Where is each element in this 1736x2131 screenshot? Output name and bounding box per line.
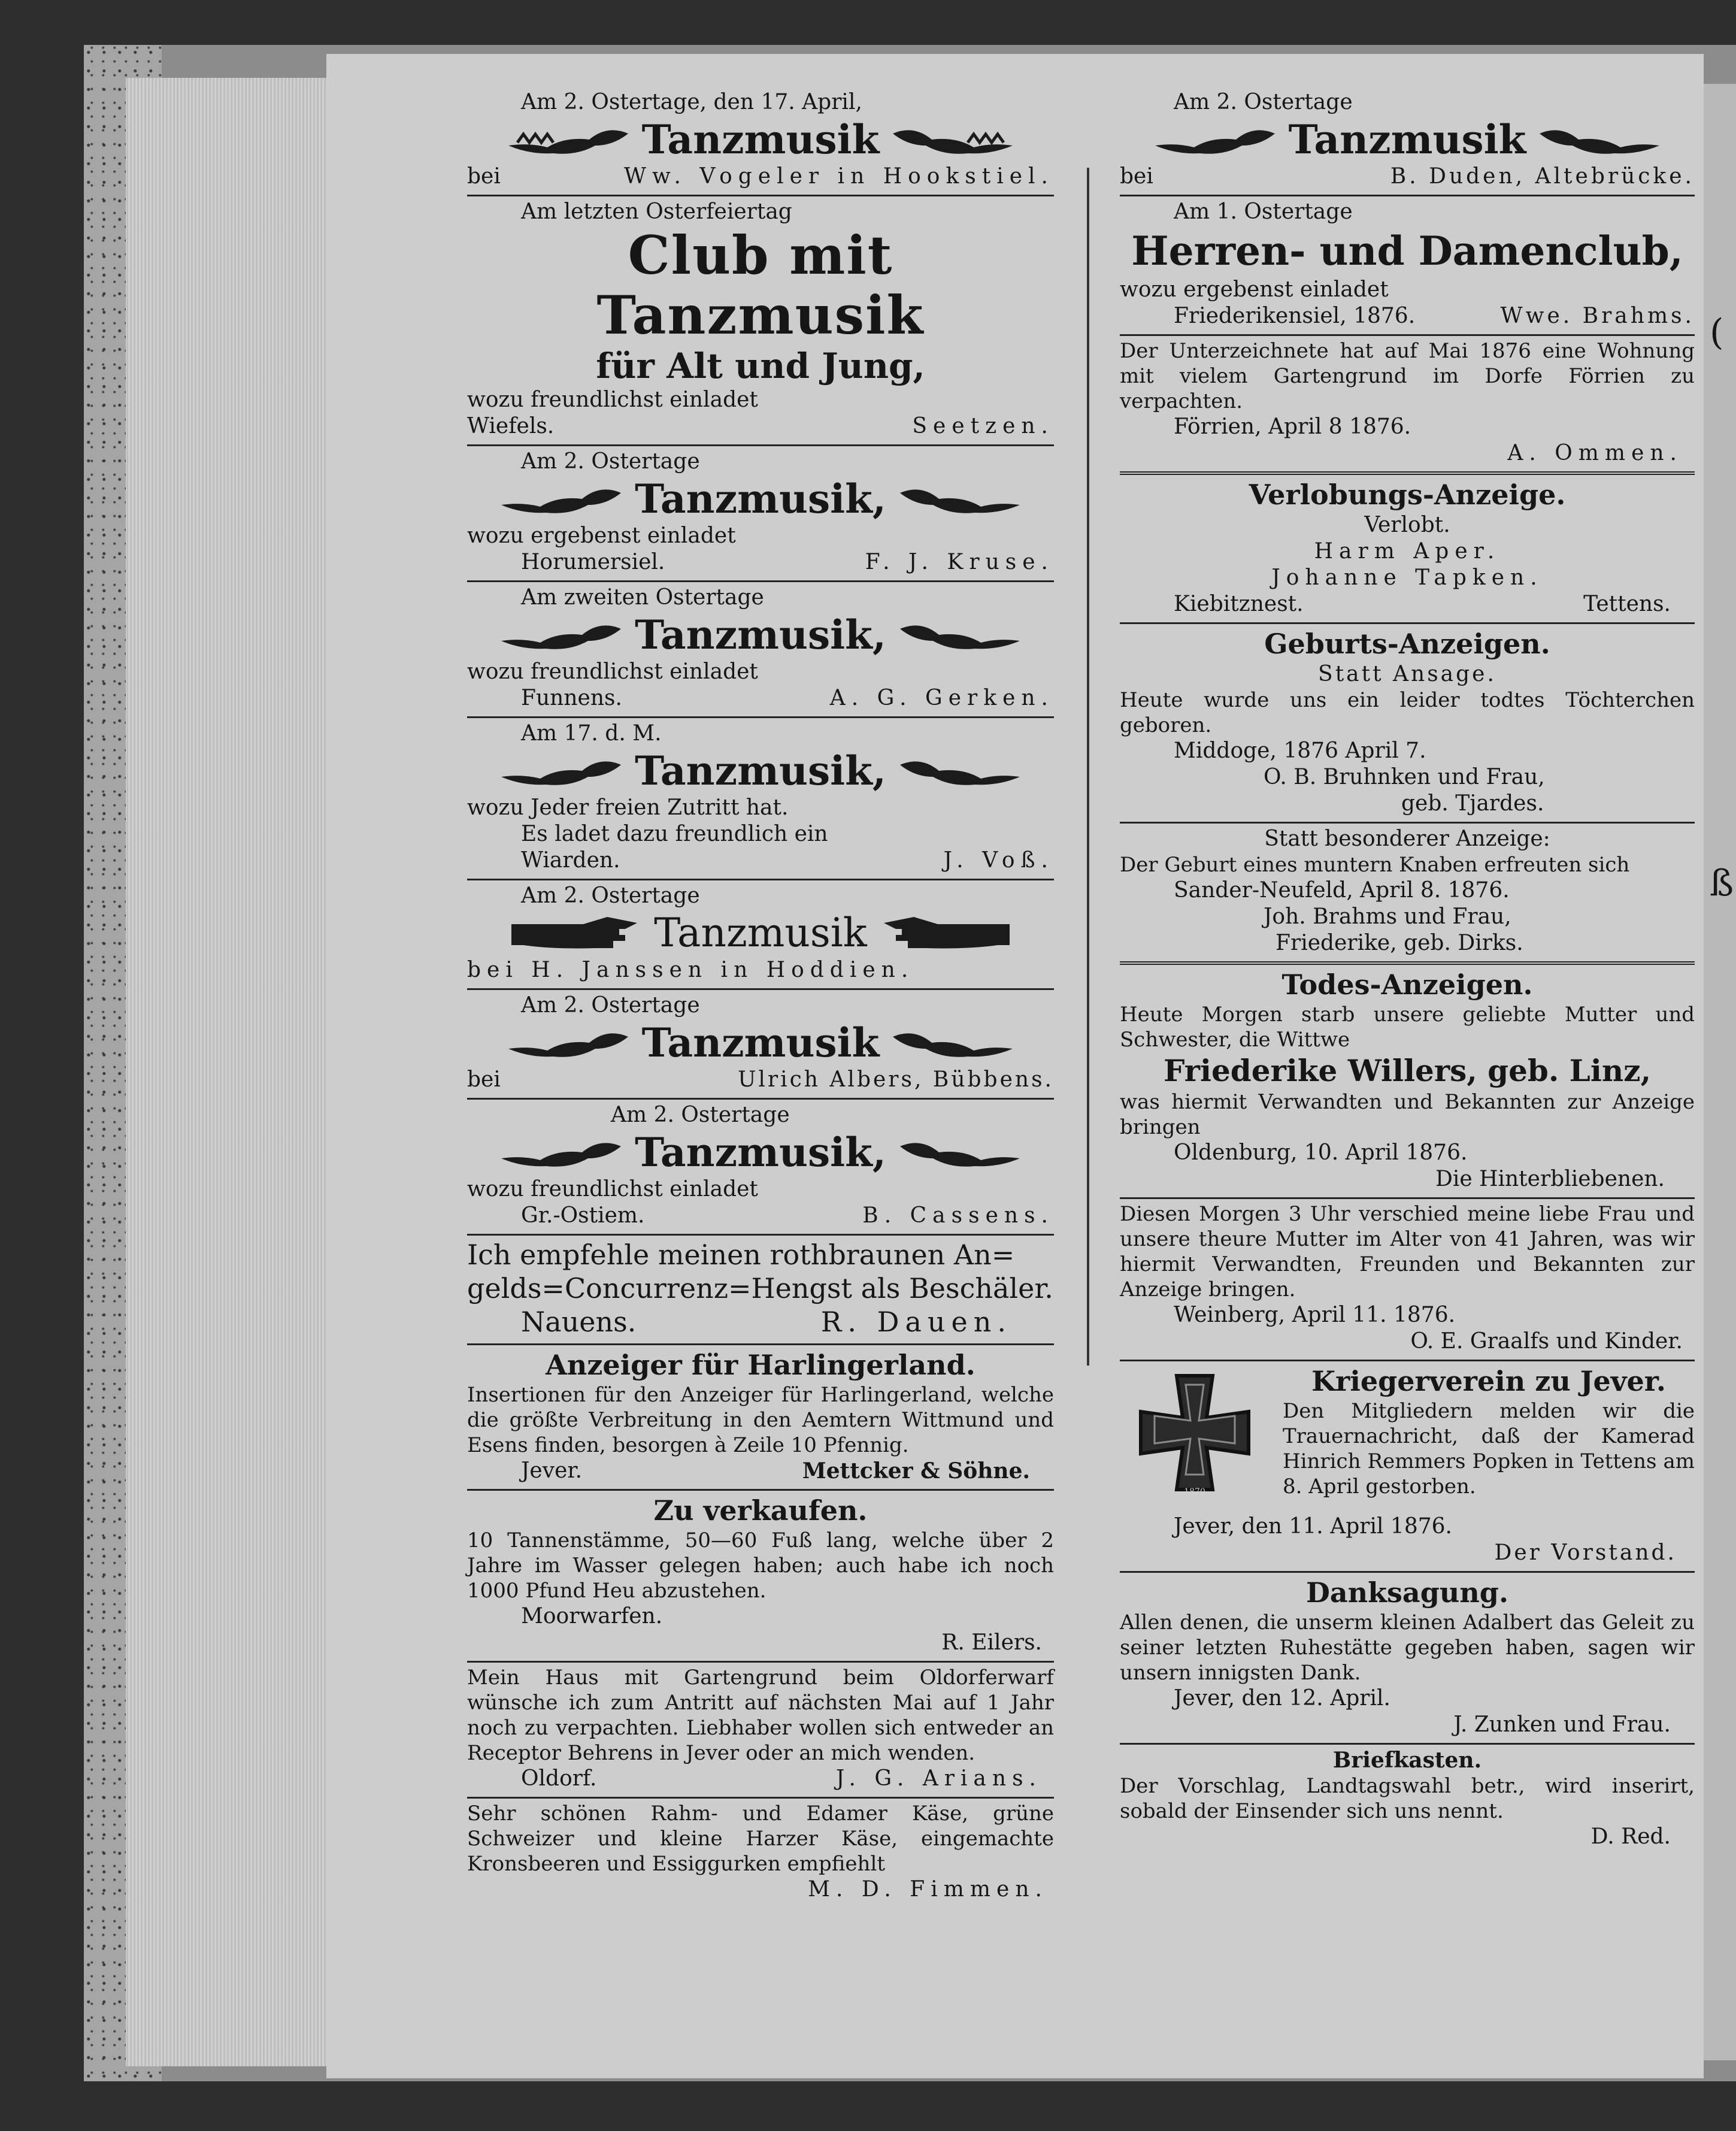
banner (467, 1019, 1054, 1067)
ad-body: Sehr schönen Rahm- und Edamer Käse, grüne Schweizer und kleine Harzer Käse, eingemachte Kronsbeeren und Essiggurken empfiehlt (467, 1802, 1054, 1876)
ad-signature: Der Vorstand. (1494, 1540, 1677, 1565)
ad-body: 10 Tannenstämme, 50—60 Fuß lang, welche über 2 Jahre im Wasser gelegen haben; auch habe ich noch 1000 Pfund Heu abzustehen. (467, 1528, 1054, 1603)
ad-body: Der Geburt eines muntern Knaben erfreuten sich (1120, 853, 1630, 877)
ad-tanzmusik-vogeler (467, 87, 1054, 196)
ad-host: Mettcker & Söhne. (802, 1458, 1030, 1484)
banner (467, 747, 1054, 795)
ad-date: Am 1. Ostertage (1174, 199, 1353, 224)
ad-place: Jever. (521, 1458, 583, 1483)
ornament-right-icon (897, 750, 1023, 792)
ad-geburt-1 (1120, 624, 1695, 824)
ad-place: Funnens. (521, 686, 622, 710)
ad-title: Tanzmusik (654, 910, 867, 956)
ad-date: Am zweiten Ostertage (521, 585, 764, 610)
page-stack-edges (126, 78, 329, 2066)
ad-host: R. Dauen. (820, 1306, 1012, 1338)
ad-title: Tanzmusik, (635, 476, 886, 522)
ad-date: Oldenburg, 10. April 1876. (1174, 1140, 1468, 1165)
ad-date: Am 2. Ostertage (521, 993, 700, 1018)
ad-kriegerverein (1120, 1361, 1695, 1573)
ad-title: Briefkasten. (1332, 1748, 1482, 1773)
ad-date: Am 2. Ostertage, den 17. April, (521, 90, 862, 114)
ornament-right-icon (897, 1131, 1023, 1173)
right-column (1120, 87, 1695, 1855)
ad-date: Sander-Neufeld, April 8. 1876. (1174, 878, 1510, 903)
ad-signature: O. B. Bruhnken und Frau, (1264, 765, 1545, 789)
ad-tanzmusik-gerken (467, 582, 1054, 718)
ad-title: Anzeiger für Harlingerland. (546, 1349, 975, 1381)
ad-host: B. Cassens. (862, 1203, 1054, 1228)
ad-date: Jever, den 11. April 1876. (1174, 1514, 1452, 1539)
ad-title: Tanzmusik (1288, 116, 1526, 163)
ad-todes-graalfs (1120, 1199, 1695, 1361)
ad-invite: wozu ergebenst einladet (467, 523, 736, 548)
ad-invite: wozu ergebenst einladet (1120, 277, 1389, 302)
ad-host: Wwe. Brahms. (1500, 304, 1695, 328)
ad-signature: D. Red. (1590, 1824, 1671, 1849)
pointing-hand-right-icon (505, 912, 643, 954)
next-page-edge (1704, 84, 1736, 2060)
next-page-glyph: ß (1710, 862, 1734, 904)
ornament-right-icon (890, 1022, 1016, 1064)
ornament-left-icon (498, 478, 624, 520)
ad-place: Wiefels. (467, 414, 555, 438)
ad-verlobung (1120, 475, 1695, 624)
ad-body: Allen denen, die unserm kleinen Adalbert das Geleit zu seiner letzten Ruhestätte gegeben haben, sagen wir unsern innigsten Dank. (1120, 1611, 1695, 1685)
ad-text: gelds=Concurrenz=Hengst als Beschäler. (467, 1272, 1053, 1304)
ad-date: Middoge, 1876 April 7. (1174, 738, 1426, 763)
banner (467, 909, 1054, 957)
ad-place: Kiebitznest. (1174, 592, 1304, 616)
ad-host: B. Duden, Altebrücke. (1390, 164, 1695, 189)
ad-tanzmusik-voss (467, 718, 1054, 880)
ad-name: Friederike Willers, geb. Linz, (1164, 1053, 1651, 1088)
ad-host: bei H. Janssen in Hoddien. (467, 958, 914, 982)
ad-body: Heute Morgen starb unsere geliebte Mutter und Schwester, die Wittwe (1120, 1003, 1695, 1052)
ad-place: Nauens. (521, 1306, 637, 1338)
ad-text: Johanne Tapken. (1271, 565, 1543, 590)
column-divider (1087, 168, 1089, 1366)
ad-body: Heute wurde uns ein leider todtes Töchterchen geboren. (1120, 688, 1695, 737)
ad-host: M. D. Fimmen. (808, 1877, 1048, 1902)
ad-invite: wozu freundlichst einladet (467, 659, 758, 684)
ad-title: Tanzmusik, (635, 612, 886, 658)
ad-briefkasten (1120, 1745, 1695, 1855)
iron-cross-icon (1120, 1364, 1270, 1514)
ad-title: Tanzmusik, (635, 747, 886, 794)
ad-bei: bei (467, 164, 501, 189)
ad-kaese (467, 1799, 1054, 1908)
ad-date: Am letzten Osterfeiertag (521, 199, 792, 224)
ad-body: Der Vorschlag, Landtagswahl betr., wird inserirt, sobald der Einsender sich uns nennt. (1120, 1774, 1695, 1823)
ad-anzeiger-harlingerland (467, 1345, 1054, 1491)
ad-date: Weinberg, April 11. 1876. (1174, 1303, 1456, 1327)
ad-wohnung (1120, 336, 1695, 475)
cross-year: 1870 (1184, 1487, 1205, 1497)
ad-title: Danksagung. (1306, 1576, 1508, 1609)
ornament-left-icon (498, 614, 624, 656)
ad-tanzmusik-cassens (467, 1100, 1054, 1236)
banner (467, 475, 1054, 523)
ad-host: A. Ommen. (1507, 441, 1683, 465)
ad-signature: Friederike, geb. Dirks. (1276, 931, 1523, 955)
ad-subtitle: Statt besonderer Anzeige: (1264, 827, 1550, 851)
banner (1120, 116, 1695, 164)
ad-text: Es ladet dazu freundlich ein (521, 822, 828, 846)
ad-host: Ulrich Albers, Bübbens. (738, 1067, 1054, 1092)
ad-place: Moorwarfen. (521, 1604, 663, 1628)
ad-date: Am 2. Ostertage (521, 449, 700, 474)
pointing-hand-left-icon (878, 912, 1016, 954)
ad-text: Verlobt. (1364, 513, 1450, 537)
ad-date: Am 2. Ostertage (521, 883, 700, 908)
ad-body: Mein Haus mit Gartengrund beim Oldorferwarf wünsche ich zum Antritt auf nächsten Mai auf 1 Jahr noch zu verpachten. Liebhaber wollen sich entweder an Receptor Behrens in Jever oder an mich wenden. (467, 1666, 1054, 1765)
ad-title: Tanzmusik (641, 1019, 880, 1066)
ad-body: Den Mitgliedern melden wir die Trauernachricht, daß der Kamerad Hinrich Remmers Popken in Tettens am 8. April gestorben. (1283, 1399, 1695, 1499)
next-page-glyph: ( (1710, 311, 1724, 353)
ornament-left-icon (505, 1022, 631, 1064)
ad-host: Seetzen. (912, 414, 1054, 438)
ad-date: Am 17. d. M. (521, 721, 662, 746)
ad-bei: bei (467, 1067, 501, 1092)
ornament-left-icon (1152, 119, 1278, 161)
ad-herren-damenclub (1120, 196, 1695, 336)
ad-host: A. G. Gerken. (829, 686, 1054, 710)
ad-host: F. J. Kruse. (865, 550, 1054, 574)
ad-place: Oldorf. (521, 1766, 597, 1791)
ad-text: Ich empfehle meinen rothbraunen An= (467, 1239, 1015, 1271)
banner (467, 1128, 1054, 1176)
ornament-right-icon (897, 478, 1023, 520)
ad-signature: Die Hinterbliebenen. (1435, 1167, 1665, 1191)
ornament-right-icon (897, 614, 1023, 656)
ad-title: Verlobungs-Anzeige. (1249, 479, 1566, 511)
banner (467, 611, 1054, 659)
ad-title: Club mit Tanzmusik (596, 224, 925, 346)
ad-signature: O. E. Graalfs und Kinder. (1410, 1329, 1683, 1354)
banner (467, 116, 1054, 164)
ad-date: Am 2. Ostertage (611, 1103, 790, 1127)
ad-date: Am 2. Ostertage (1174, 90, 1353, 114)
ad-invite: wozu freundlichst einladet (467, 1177, 758, 1201)
ad-tanzmusik-duden (1120, 87, 1695, 196)
ad-host: J. G. Arians. (835, 1766, 1042, 1791)
ornament-right-icon (1537, 119, 1662, 161)
ad-geburt-2 (1120, 824, 1695, 965)
ornament-left-icon (498, 1131, 624, 1173)
ad-title: Kriegerverein zu Jever. (1311, 1365, 1666, 1397)
ad-danksagung (1120, 1573, 1695, 1745)
left-column (467, 87, 1054, 1908)
ad-host: R. Eilers. (941, 1630, 1042, 1655)
ad-place: Friederikensiel, 1876. (1174, 304, 1416, 328)
ad-tanzmusik-janssen (467, 880, 1054, 990)
ad-hengst (467, 1236, 1054, 1345)
ad-club-tanzmusik (467, 196, 1054, 446)
ad-host: Ww. Vogeler in Hookstiel. (623, 164, 1054, 189)
ad-title: Todes-Anzeigen. (1281, 968, 1533, 1001)
ad-body: was hiermit Verwandten und Bekannten zur Anzeige bringen (1120, 1090, 1695, 1139)
ad-date: Jever, den 12. April. (1174, 1686, 1390, 1711)
ad-place: Gr.-Ostiem. (521, 1203, 645, 1228)
ad-title: Geburts-Anzeigen. (1264, 628, 1550, 660)
ad-title: Tanzmusik (641, 116, 880, 163)
ad-bei: bei (1120, 164, 1153, 189)
ad-invite: wozu freundlichst einladet (467, 388, 758, 412)
kriegerverein-block (1120, 1364, 1695, 1514)
ad-haus-verpachten (467, 1663, 1054, 1799)
ad-body: Diesen Morgen 3 Uhr verschied meine liebe Frau und unsere theure Mutter im Alter von 41 Jahren, was wir hiermit Verwandten, Freunden und Bekannten zur Anzeige bringen. (1120, 1202, 1695, 1301)
ad-tanzmusik-albers (467, 990, 1054, 1100)
ad-date: Förrien, April 8 1876. (1174, 414, 1411, 439)
ad-todes-willers (1120, 965, 1695, 1199)
ad-subtitle: für Alt und Jung, (596, 346, 925, 386)
ornament-left-icon (498, 750, 624, 792)
ad-signature: geb. Tjardes. (1401, 791, 1544, 816)
ad-place: Horumersiel. (521, 550, 665, 574)
ad-subtitle: Statt Ansage. (1318, 662, 1496, 686)
ad-title: Herren- und Damenclub, (1131, 228, 1683, 274)
ad-body: Insertionen für den Anzeiger für Harlingerland, welche die größte Verbreitung in den Aemtern Wittmund und Esens finden, besorgen à Zeile 10 Pfennig. (467, 1383, 1054, 1457)
ad-text: wozu Jeder freien Zutritt hat. (467, 795, 789, 820)
ad-tanzmusik-kruse (467, 446, 1054, 582)
ad-text: Harm Aper. (1314, 539, 1501, 564)
ornament-left-icon (505, 119, 631, 161)
ad-title: Zu verkaufen. (653, 1494, 868, 1527)
ad-place: Tettens. (1583, 592, 1671, 616)
ad-title: Tanzmusik, (635, 1129, 886, 1176)
ad-host: J. Voß. (943, 848, 1054, 873)
ornament-right-icon (890, 119, 1016, 161)
ad-zu-verkaufen (467, 1491, 1054, 1663)
ad-signature: J. Zunken und Frau. (1453, 1712, 1671, 1737)
ad-body: Der Unterzeichnete hat auf Mai 1876 eine Wohnung mit vielem Gartengrund im Dorfe Förrien zu verpachten. (1120, 339, 1695, 413)
ad-signature: Joh. Brahms und Frau, (1264, 904, 1511, 929)
ad-place: Wiarden. (521, 848, 620, 873)
